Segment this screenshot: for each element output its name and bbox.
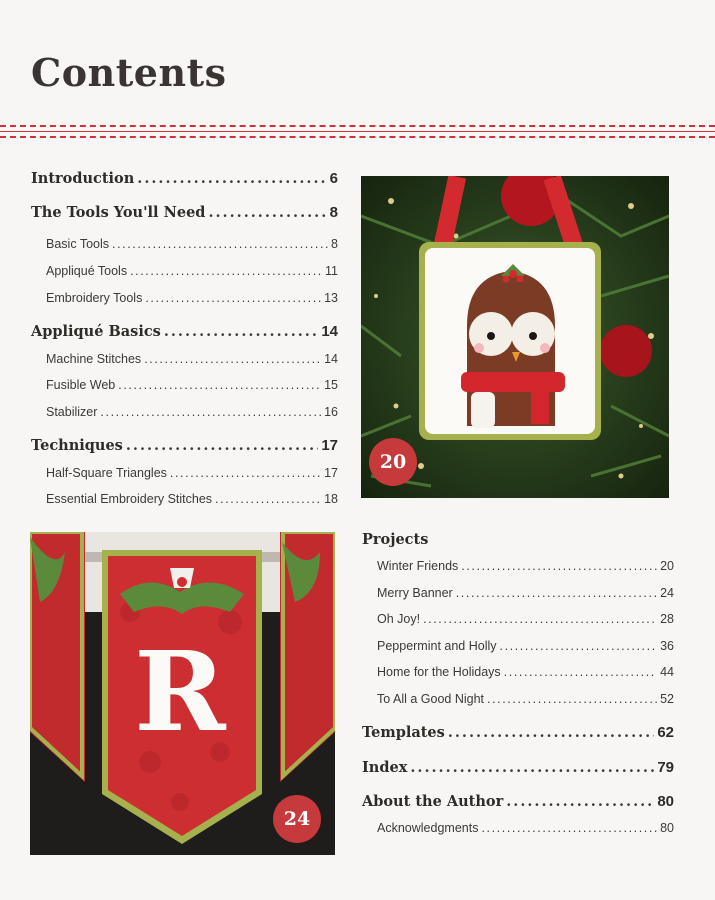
toc-entry-page: 17	[324, 466, 338, 480]
toc-entry-label: Introduction	[31, 170, 135, 187]
merry-banner-photo	[30, 532, 335, 855]
toc-entry[interactable]	[362, 793, 674, 810]
toc-entry[interactable]	[362, 759, 674, 776]
toc-entry-label: Appliqué Tools	[46, 264, 128, 278]
leader-dots	[215, 492, 321, 506]
page-badge: 20	[369, 438, 417, 486]
toc-entry-label: Home for the Holidays	[377, 665, 501, 679]
toc-entry[interactable]	[31, 323, 338, 340]
owl-ornament-photo	[361, 176, 669, 498]
toc-entry-label: Peppermint and Holly	[377, 639, 497, 653]
toc-entry-label: Machine Stitches	[46, 352, 142, 366]
toc-entry[interactable]	[362, 559, 674, 573]
leader-dots	[481, 821, 657, 835]
toc-entry-page: 6	[329, 170, 338, 187]
toc-entry-page: 18	[324, 492, 338, 506]
toc-entry-label: Appliqué Basics	[31, 323, 161, 340]
toc-entry-label: The Tools You'll Need	[31, 204, 206, 221]
toc-entry[interactable]	[31, 352, 338, 366]
middle-solid-rule	[0, 131, 715, 132]
toc-entry-page: 36	[660, 639, 674, 653]
page-title: Contents	[31, 50, 227, 95]
toc-entry[interactable]	[31, 237, 338, 251]
toc-entry[interactable]	[31, 291, 338, 305]
toc-entry[interactable]	[31, 437, 338, 454]
toc-entry[interactable]	[31, 204, 338, 221]
toc-entry-page: 17	[321, 437, 338, 454]
toc-entry-page: 8	[329, 204, 338, 221]
toc-entry-page: 62	[657, 724, 674, 741]
toc-entry-page: 20	[660, 559, 674, 573]
toc-entry[interactable]	[31, 492, 338, 506]
toc-entry-label: Basic Tools	[46, 237, 109, 251]
banner-letter: R	[134, 627, 226, 756]
leader-dots	[137, 170, 326, 187]
toc-entry-label: About the Author	[362, 793, 504, 810]
toc-entry[interactable]	[362, 724, 674, 741]
leader-dots	[164, 323, 318, 340]
toc-entry-label: Winter Friends	[377, 559, 459, 573]
leader-dots	[456, 586, 657, 600]
toc-entry[interactable]	[31, 378, 338, 392]
toc-entry-page: 44	[660, 665, 674, 679]
toc-entry[interactable]	[31, 264, 338, 278]
leader-dots	[145, 291, 321, 305]
toc-entry-label: Embroidery Tools	[46, 291, 143, 305]
toc-entry-page: 79	[657, 759, 674, 776]
leader-dots	[410, 759, 654, 776]
toc-entry-label: Templates	[362, 724, 445, 741]
leader-dots	[487, 692, 657, 706]
toc-entry[interactable]	[362, 692, 674, 706]
toc-entry-label: Oh Joy!	[377, 612, 421, 626]
top-dashed-rule	[0, 125, 715, 127]
toc-entry-page: 14	[324, 352, 338, 366]
toc-entry-label: Index	[362, 759, 408, 776]
toc-entry-label: Acknowledgments	[377, 821, 479, 835]
leader-dots	[461, 559, 657, 573]
toc-entry-page: 15	[324, 378, 338, 392]
toc-entry[interactable]	[31, 170, 338, 187]
leader-dots	[118, 378, 321, 392]
page-badge: 24	[273, 795, 321, 843]
toc-entry-label: Half-Square Triangles	[46, 466, 167, 480]
toc-entry-label: Merry Banner	[377, 586, 453, 600]
leader-dots	[423, 612, 657, 626]
toc-entry-page: 80	[657, 793, 674, 810]
toc-entry-page: 52	[660, 692, 674, 706]
toc-entry[interactable]	[31, 466, 338, 480]
toc-entry[interactable]	[31, 405, 338, 419]
toc-entry-page: 14	[321, 323, 338, 340]
toc-entry[interactable]	[362, 821, 674, 835]
leader-dots	[504, 665, 657, 679]
leader-dots	[112, 237, 328, 251]
toc-entry-label: Techniques	[31, 437, 123, 454]
toc-entry-label: Fusible Web	[46, 378, 116, 392]
leader-dots	[126, 437, 318, 454]
toc-entry-page: 24	[660, 586, 674, 600]
toc-entry-page: 16	[324, 405, 338, 419]
toc-entry[interactable]	[362, 639, 674, 653]
toc-entry[interactable]	[362, 586, 674, 600]
toc-entry-page: 11	[325, 264, 338, 278]
projects-heading: Projects	[362, 531, 429, 548]
toc-entry-label: Stabilizer	[46, 405, 98, 419]
leader-dots	[500, 639, 658, 653]
toc-entry-label: To All a Good Night	[377, 692, 485, 706]
leader-dots	[506, 793, 654, 810]
leader-dots	[130, 264, 322, 278]
toc-entry-page: 80	[660, 821, 674, 835]
leader-dots	[144, 352, 321, 366]
leader-dots	[170, 466, 321, 480]
toc-entry-label: Essential Embroidery Stitches	[46, 492, 213, 506]
toc-entry[interactable]	[362, 665, 674, 679]
leader-dots	[100, 405, 321, 419]
toc-entry-page: 28	[660, 612, 674, 626]
toc-entry[interactable]	[362, 612, 674, 626]
leader-dots	[448, 724, 654, 741]
bottom-dashed-rule	[0, 136, 715, 138]
leader-dots	[208, 204, 326, 221]
toc-entry-page: 13	[324, 291, 338, 305]
toc-entry-page: 8	[331, 237, 338, 251]
